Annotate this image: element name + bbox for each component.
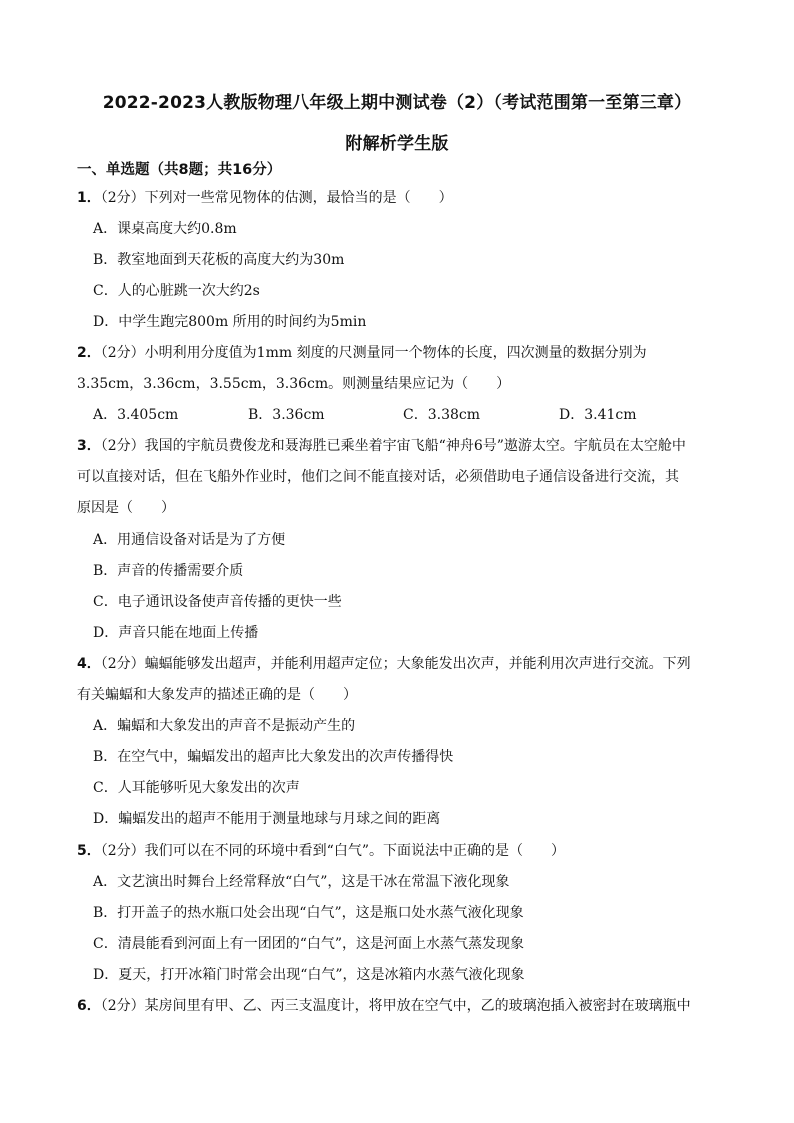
- question-5-option-a: A．文艺演出时舞台上经常释放“白气”，这是干冰在常温下液化现象: [93, 874, 510, 890]
- question-number: 3．: [77, 438, 101, 454]
- question-4-option-d: D．蝙蝠发出的超声不能用于测量地球与月球之间的距离: [93, 811, 441, 827]
- question-number: 5．: [77, 843, 101, 859]
- question-4-option-c: C．人耳能够听见大象发出的次声: [93, 780, 300, 796]
- question-1-option-a: A．课桌高度大约0.8m: [93, 221, 237, 237]
- question-2-option-b: B．3.36cm: [248, 407, 325, 423]
- question-2-option-c: C．3.38cm: [403, 407, 480, 423]
- question-text: （2分）蝙蝠能够发出超声，并能利用超声定位；大象能发出次声，并能利用次声进行交流。下列: [100, 656, 691, 672]
- question-number: 6．: [77, 998, 101, 1014]
- question-4-option-a: A．蝙蝠和大象发出的声音不是振动产生的: [93, 718, 356, 734]
- question-3-stem: [77, 435, 686, 455]
- question-3-option-a: A．用通信设备对话是为了方便: [93, 532, 286, 548]
- question-5-option-b: B．打开盖子的热水瓶口处会出现“白气”，这是瓶口处水蒸气液化现象: [93, 905, 524, 921]
- question-3-option-c: C．电子通讯设备使声音传播的更快一些: [93, 594, 342, 610]
- question-2-stem-cont: 3.35cm，3.36cm，3.55cm，3.36cm。则测量结果应记为（ ）: [77, 376, 511, 392]
- question-text: （2分）我们可以在不同的环境中看到“白气”。下面说法中正确的是（ ）: [100, 843, 565, 859]
- question-2-option-a: A．3.405cm: [93, 407, 179, 423]
- question-text: （2分）某房间里有甲、乙、丙三支温度计，将甲放在空气中，乙的玻璃泡插入被密封在玻璃瓶中: [100, 998, 691, 1014]
- question-3-option-b: B．声音的传播需要介质: [93, 563, 244, 579]
- question-number: 4．: [77, 656, 101, 672]
- question-text: （2分）我国的宇航员费俊龙和聂海胜已乘坐着宇宙飞船“神舟6号”遨游太空。宇航员在太空舱中: [100, 438, 686, 454]
- question-text: （2分）小明利用分度值为1mm 刻度的尺测量同一个物体的长度，四次测量的数据分别为: [100, 345, 647, 361]
- question-2-stem: [77, 342, 647, 362]
- question-5-option-d: D．夏天，打开冰箱门时常会出现“白气”，这是冰箱内水蒸气液化现象: [93, 967, 525, 983]
- question-4-option-b: B．在空气中，蝙蝠发出的超声比大象发出的次声传播得快: [93, 749, 454, 765]
- question-4-stem: [77, 653, 691, 673]
- question-3-stem-cont: 原因是（ ）: [77, 500, 175, 516]
- section-heading: 一、单选题（共8题；共16分）: [77, 162, 282, 178]
- question-number: 1．: [77, 190, 101, 206]
- question-1-stem: [77, 187, 453, 207]
- question-4-stem-cont: 有关蝙蝠和大象发声的描述正确的是（ ）: [77, 687, 357, 703]
- question-3-option-d: D．声音只能在地面上传播: [93, 625, 259, 641]
- question-5-stem: [77, 840, 565, 860]
- question-2-option-d: D．3.41cm: [559, 407, 637, 423]
- question-1-option-d: D．中学生跑完800m 所用的时间约为5min: [93, 314, 367, 330]
- document-subtitle: 附解析学生版: [345, 134, 449, 154]
- question-text: （2分）下列对一些常见物体的估测，最恰当的是（ ）: [100, 190, 453, 206]
- question-1-option-b: B．教室地面到天花板的高度大约为30m: [93, 252, 345, 268]
- question-6-stem: [77, 995, 691, 1015]
- question-1-option-c: C．人的心脏跳一次大约2s: [93, 283, 260, 299]
- question-5-option-c: C．清晨能看到河面上有一团团的“白气”，这是河面上水蒸气蒸发现象: [93, 936, 525, 952]
- question-number: 2．: [77, 345, 101, 361]
- question-3-stem-cont: 可以直接对话，但在飞船外作业时，他们之间不能直接对话，必须借助电子通信设备进行交流，其: [77, 469, 679, 485]
- document-title: 2022-2023人教版物理八年级上期中测试卷（2）（考试范围第一至第三章）: [102, 93, 692, 113]
